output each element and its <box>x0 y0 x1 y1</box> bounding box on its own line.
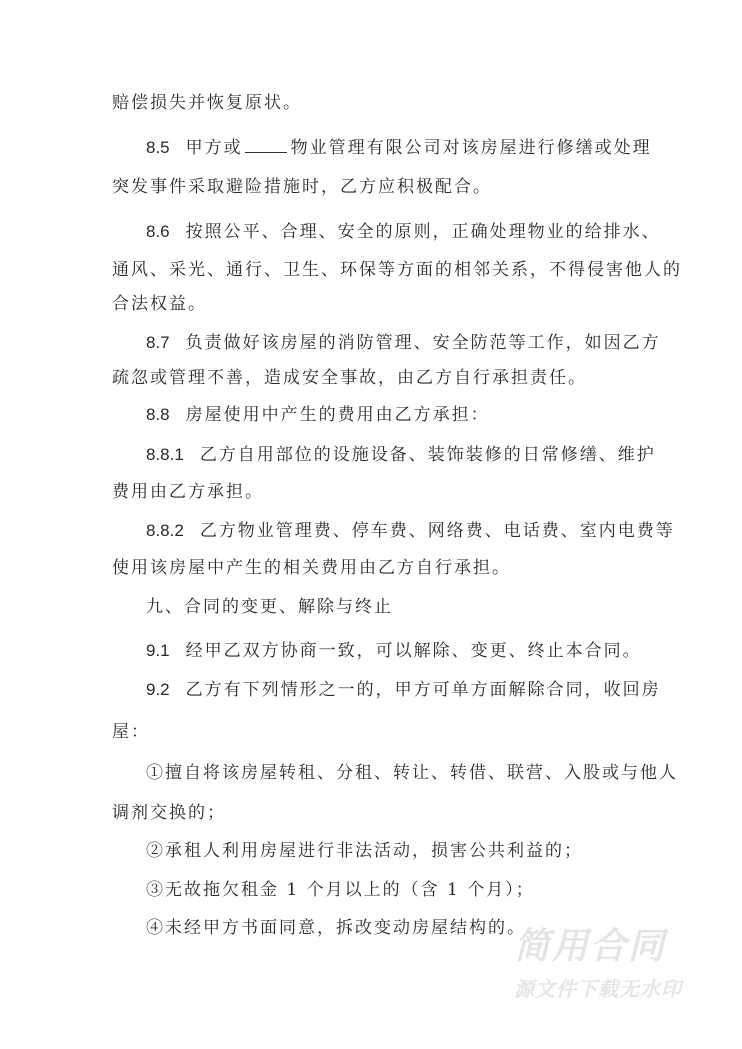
list-item <box>146 916 526 940</box>
line-text: 费用由乙方承担。 <box>112 482 264 502</box>
paragraph-line <box>112 258 682 282</box>
line-text: 按照公平、合理、安全的原则，正确处理物业的给排水、 <box>185 222 661 242</box>
line-text: ④未经甲方书面同意，拆改变动房屋结构的。 <box>146 918 526 938</box>
clause-number: 8.5 <box>146 138 170 157</box>
clause-number: 8.7 <box>146 333 170 352</box>
line-text: 九、合同的变更、解除与终止 <box>146 597 393 617</box>
line-text: 疏忽或管理不善，造成安全事故，由乙方自行承担责任。 <box>112 368 587 388</box>
line-text: 甲方或 <box>185 138 243 158</box>
clause-8-8 <box>146 403 490 427</box>
paragraph-line <box>112 801 226 825</box>
paragraph-line <box>112 480 264 504</box>
line-text: 房屋使用中产生的费用由乙方承担： <box>185 405 490 425</box>
line-text: 通风、采光、通行、卫生、环保等方面的相邻关系，不得侵害他人的 <box>112 260 682 280</box>
line-text: 负责做好该房屋的消防管理、安全防范等工作，如因乙方 <box>185 333 661 353</box>
list-item <box>146 839 583 863</box>
line-text: ①擅自将该房屋转租、分租、转让、转借、联营、入股或与他人 <box>146 763 678 783</box>
paragraph-line <box>112 175 492 199</box>
section-heading-9 <box>146 595 393 619</box>
clause-8-6 <box>146 220 661 244</box>
list-item <box>146 761 678 785</box>
paragraph-line <box>112 91 302 115</box>
clause-9-1 <box>146 639 642 663</box>
paragraph-line <box>112 292 207 316</box>
paragraph-line <box>112 556 511 580</box>
line-text: 乙方物业管理费、停车费、网络费、电话费、室内电费等 <box>199 521 675 541</box>
line-text: 调剂交换的； <box>112 803 226 823</box>
line-text: 乙方有下列情形之一的，甲方可单方面解除合同，收回房 <box>185 680 661 700</box>
fill-blank <box>245 138 287 153</box>
clause-8-8-1 <box>146 443 656 467</box>
clause-9-2 <box>146 678 661 702</box>
clause-8-5 <box>146 136 652 160</box>
clause-number: 8.8.2 <box>146 521 184 540</box>
clause-number: 8.6 <box>146 222 170 241</box>
clause-8-7 <box>146 331 661 355</box>
line-text: 突发事件采取避险措施时，乙方应积极配合。 <box>112 177 492 197</box>
clause-number: 8.8.1 <box>146 445 184 464</box>
line-text: 屋： <box>112 722 150 742</box>
line-text: ②承租人利用房屋进行非法活动，损害公共利益的； <box>146 841 583 861</box>
line-text: 合法权益。 <box>112 294 207 314</box>
line-text: 经甲乙双方协商一致，可以解除、变更、终止本合同。 <box>185 641 642 661</box>
paragraph-line <box>112 366 587 390</box>
line-text: 使用该房屋中产生的相关费用由乙方自行承担。 <box>112 558 511 578</box>
line-text: ③无故拖欠租金 1 个月以上的（含 1 个月）； <box>146 880 535 900</box>
line-text: 物业管理有限公司对该房屋进行修缮或处理 <box>290 138 652 158</box>
clause-number: 9.2 <box>146 680 170 699</box>
list-item <box>146 878 535 902</box>
line-text: 乙方自用部位的设施设备、装饰装修的日常修缮、维护 <box>199 445 656 465</box>
watermark-subtitle: 源文件下载无水印 <box>514 979 682 1001</box>
line-text: 赔偿损失并恢复原状。 <box>112 93 302 113</box>
clause-number: 8.8 <box>146 405 170 424</box>
clause-number: 9.1 <box>146 641 170 660</box>
clause-8-8-2 <box>146 519 675 543</box>
paragraph-line <box>112 720 150 744</box>
watermark-title: 简用合同 <box>514 925 667 966</box>
